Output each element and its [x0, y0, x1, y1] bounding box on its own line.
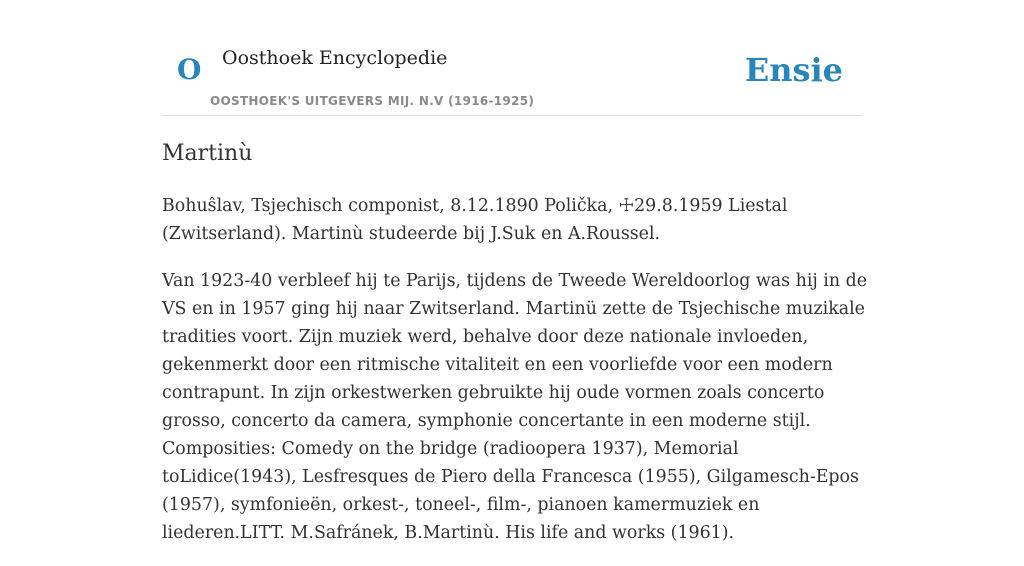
entry-paragraph: Bohuŝlav, Tsjechisch componist, 8.12.1890 Polička, ☩29.8.1959 Liestal (Zwitserland). Martinù studeerde bij J.Suk en A.Roussel. — [162, 196, 788, 244]
site-header — [162, 0, 862, 116]
site-title[interactable]: Oosthoek Encyclopedie — [222, 47, 448, 69]
entry-paragraph: Van 1923-40 verbleef hij te Parijs, tijdens de Tweede Wereldoorlog was hij in de VS en in 1957 ging hij naar Zwitserland. Martinü zette de Tsjechische muzikale tradities voort. Zijn muziek werd, behalve door deze nationale invloeden, gekenmerkt door een ritmische vitaliteit en een voorliefde voor een modern contrapunt. In zijn orkestwerken gebruikte hij oude vormen zoals concerto grosso, concerto da camera, symphonie concertante in een moderne stijl. Composities: Comedy on the bridge (radioopera 1937), Memorial toLidice(1943), Lesfresques de Piero della Francesca (1955), Gilgamesch-Epos (1957), symfonieën, orkest-, toneel-, film-, pianoen kamermuziek en liederen.LITT. M.Safránek, B.Martinù. His life and works (1961). — [162, 271, 868, 543]
entry-body — [162, 192, 867, 566]
brand-logo-link[interactable]: Ensie — [744, 51, 843, 89]
site-logo[interactable]: O — [177, 53, 202, 86]
entry-title: Martinù — [162, 141, 253, 166]
publisher-subtitle: OOSTHOEK'S UITGEVERS MIJ. N.V (1916-1925) — [210, 94, 535, 108]
